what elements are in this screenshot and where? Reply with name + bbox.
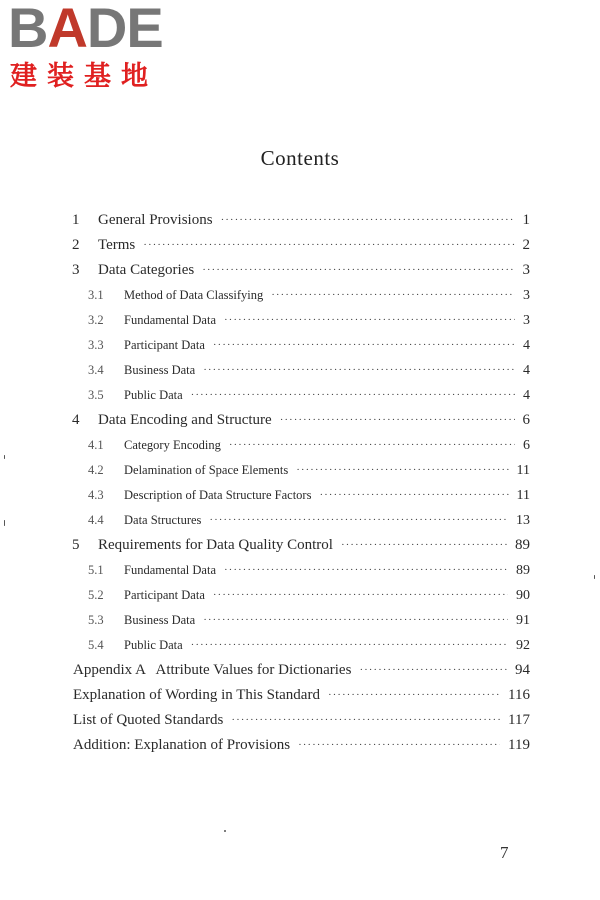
leader-dots xyxy=(203,358,515,383)
toc-number: 3.3 xyxy=(88,338,104,352)
leader-dots xyxy=(213,583,508,608)
toc-number: 3 xyxy=(72,262,80,278)
toc-entry[interactable] xyxy=(88,283,530,308)
toc-entry[interactable] xyxy=(72,233,530,258)
toc-number: 5.2 xyxy=(88,588,104,602)
toc-title: Fundamental Data xyxy=(124,313,216,327)
toc-number: 5.4 xyxy=(88,638,104,652)
toc-entry[interactable] xyxy=(88,458,530,483)
toc-page-number: 92 xyxy=(516,637,530,653)
scan-speck xyxy=(224,830,226,832)
toc-page-number: 4 xyxy=(523,362,530,378)
leader-dots xyxy=(209,508,508,533)
toc-entry[interactable] xyxy=(72,408,530,433)
toc-title: Participant Data xyxy=(124,588,205,602)
toc-page-number: 11 xyxy=(516,462,530,478)
scan-speck xyxy=(4,520,5,526)
leader-dots xyxy=(359,658,507,683)
toc-title: Method of Data Classifying xyxy=(124,288,264,302)
toc-entry[interactable] xyxy=(88,358,530,383)
leader-dots xyxy=(319,483,508,508)
leader-dots xyxy=(203,608,508,633)
toc-title: Addition: Explanation of Provisions xyxy=(73,737,291,753)
leader-dots xyxy=(328,683,500,708)
toc-number: 4.2 xyxy=(88,463,104,477)
toc-entry[interactable] xyxy=(72,533,530,558)
toc-entry[interactable] xyxy=(88,558,530,583)
toc-page-number: 117 xyxy=(508,712,530,728)
scan-speck xyxy=(594,575,595,579)
toc-entry[interactable] xyxy=(88,483,530,508)
toc-title: Data Encoding and Structure xyxy=(98,412,272,428)
toc-number: 3.5 xyxy=(88,388,104,402)
toc-number: 4 xyxy=(72,412,80,428)
toc-title: Public Data xyxy=(124,388,183,402)
toc-title: List of Quoted Standards xyxy=(73,712,224,728)
toc-entry[interactable] xyxy=(72,208,530,233)
toc-number: 3.1 xyxy=(88,288,104,302)
toc-page-number: 3 xyxy=(522,262,530,278)
leader-dots xyxy=(271,283,515,308)
toc-page-number: 94 xyxy=(515,662,530,678)
logo-wordmark: BADE xyxy=(8,0,163,59)
toc-title: Requirements for Data Quality Control xyxy=(98,537,333,553)
toc-page-number: 90 xyxy=(516,587,530,603)
toc-page-number: 91 xyxy=(516,612,530,628)
toc-title: General Provisions xyxy=(98,212,213,228)
toc-title: Description of Data Structure Factors xyxy=(124,488,312,502)
logo-chinese-text: 建装基地 xyxy=(10,61,158,92)
toc-page-number: 6 xyxy=(523,437,530,453)
leader-dots xyxy=(202,258,514,283)
leader-dots xyxy=(224,308,515,333)
toc-page-number: 3 xyxy=(523,312,530,328)
leader-dots xyxy=(191,383,515,408)
toc-title: Category Encoding xyxy=(124,438,221,452)
leader-dots xyxy=(298,733,500,758)
page-title: Contents xyxy=(260,146,340,170)
toc-page-number: 3 xyxy=(523,287,530,303)
toc-title: Explanation of Wording in This Standard xyxy=(73,687,320,703)
toc-number: 3.4 xyxy=(88,363,104,377)
brand-logo xyxy=(8,0,178,92)
toc-page-number: 116 xyxy=(508,687,530,703)
toc-page-number: 89 xyxy=(515,537,530,553)
toc-entry[interactable] xyxy=(73,683,530,708)
toc-number: 3.2 xyxy=(88,313,104,327)
toc-entry[interactable] xyxy=(88,383,530,408)
scan-speck xyxy=(4,455,5,459)
toc-entry[interactable] xyxy=(88,608,530,633)
toc-page-number: 11 xyxy=(516,487,530,503)
toc-number: 1 xyxy=(72,212,80,228)
toc-title: Participant Data xyxy=(124,338,205,352)
toc-number: 4.1 xyxy=(88,438,104,452)
page-number: 7 xyxy=(500,843,509,862)
toc-number: 5.1 xyxy=(88,563,104,577)
toc-entry[interactable] xyxy=(88,583,530,608)
toc-title: Delamination of Space Elements xyxy=(124,463,289,477)
leader-dots xyxy=(231,708,500,733)
toc-title: Fundamental Data xyxy=(124,563,216,577)
toc-page-number: 4 xyxy=(523,387,530,403)
leader-dots xyxy=(341,533,507,558)
toc-entry[interactable] xyxy=(73,708,530,733)
toc-page-number: 2 xyxy=(522,237,530,253)
toc-page-number: 119 xyxy=(508,737,530,753)
leader-dots xyxy=(296,458,508,483)
toc-entry[interactable] xyxy=(88,633,530,658)
toc-title: Data Categories xyxy=(98,262,195,278)
toc-title: Data Structures xyxy=(124,513,202,527)
toc-number: 5.3 xyxy=(88,613,104,627)
toc-title: Appendix A Attribute Values for Dictionaries xyxy=(73,662,352,678)
leader-dots xyxy=(143,233,514,258)
toc-number: 2 xyxy=(72,237,80,253)
toc-page-number: 6 xyxy=(522,412,530,428)
toc-entry[interactable] xyxy=(88,333,530,358)
toc-entry[interactable] xyxy=(88,308,530,333)
leader-dots xyxy=(191,633,508,658)
toc-page-number: 4 xyxy=(523,337,530,353)
toc-page-number: 13 xyxy=(516,512,530,528)
leader-dots xyxy=(213,333,515,358)
toc-entry[interactable] xyxy=(88,508,530,533)
leader-dots xyxy=(229,433,515,458)
toc-entry[interactable] xyxy=(88,433,530,458)
leader-dots xyxy=(280,408,515,433)
toc-title: Business Data xyxy=(124,363,196,377)
toc-page-number: 89 xyxy=(516,562,530,578)
toc-entry[interactable] xyxy=(73,733,530,758)
toc-title: Public Data xyxy=(124,638,183,652)
toc-entry[interactable] xyxy=(73,658,530,683)
toc-number: 5 xyxy=(72,537,80,553)
toc-title: Terms xyxy=(98,237,136,253)
toc-entry[interactable] xyxy=(72,258,530,283)
toc-page-number: 1 xyxy=(522,212,530,228)
toc-number: 4.4 xyxy=(88,513,104,527)
toc-title: Business Data xyxy=(124,613,196,627)
leader-dots xyxy=(224,558,508,583)
toc-number: 4.3 xyxy=(88,488,104,502)
leader-dots xyxy=(221,208,515,233)
